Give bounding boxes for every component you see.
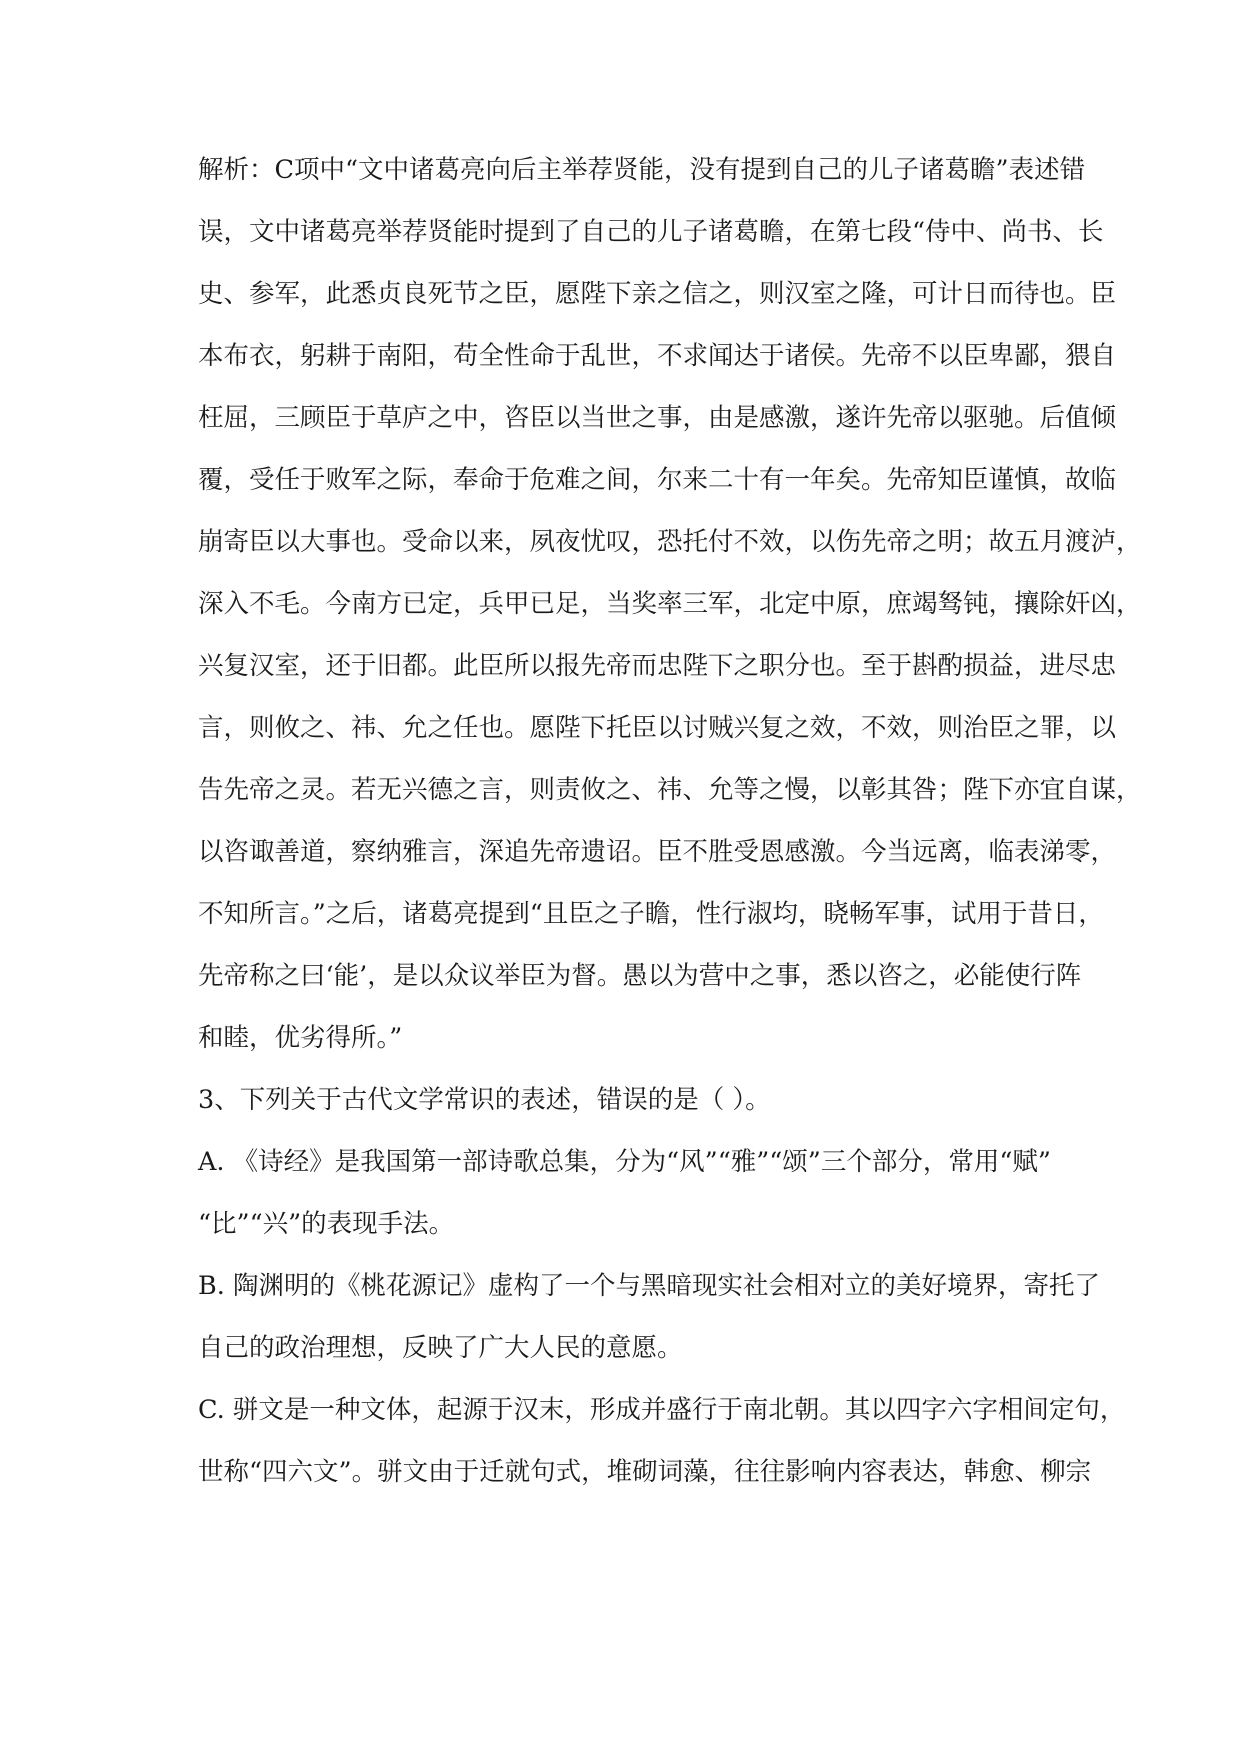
question-block bbox=[198, 1078, 1126, 1512]
text-line: 不知所言。”之后，诸葛亮提到“且臣之子瞻，性行淑均，晓畅军事，试用于昔日， bbox=[198, 899, 1104, 929]
text-line: 和睦，优劣得所。” bbox=[198, 1023, 403, 1053]
text-line: 误，文中诸葛亮举荐贤能时提到了自己的儿子诸葛瞻，在第七段“侍中、尚书、长 bbox=[198, 217, 1104, 247]
text-line: 崩寄臣以大事也。受命以来，夙夜忧叹，恐托付不效，以伤先帝之明；故五月渡泸， bbox=[198, 527, 1142, 557]
text-line: 覆，受任于败军之际，奉命于危难之间，尔来二十有一年矣。先帝知臣谨慎，故临 bbox=[198, 465, 1117, 495]
text-line: 言，则攸之、祎、允之任也。愿陛下托臣以讨贼兴复之效，不效，则治臣之罪，以 bbox=[198, 713, 1117, 743]
text-line: 先帝称之曰‘能’，是以众议举臣为督。愚以为营中之事，悉以咨之，必能使行阵 bbox=[198, 961, 1082, 991]
text-line: 兴复汉室，还于旧都。此臣所以报先帝而忠陛下之职分也。至于斟酌损益，进尽忠 bbox=[198, 651, 1117, 681]
text-line: 枉屈，三顾臣于草庐之中，咨臣以当世之事，由是感激，遂许先帝以驱驰。后值倾 bbox=[198, 403, 1117, 433]
option-a-line: “比”“兴”的表现手法。 bbox=[198, 1209, 455, 1239]
option-c-line: C. 骈文是一种文体，起源于汉末，形成并盛行于南北朝。其以四字六字相间定句， bbox=[198, 1395, 1126, 1425]
option-c-line: 世称“四六文”。骈文由于迁就句式，堆砌词藻，往往影响内容表达，韩愈、柳宗 bbox=[198, 1457, 1092, 1487]
text-line: 深入不毛。今南方已定，兵甲已足，当奖率三军，北定中原，庶竭驽钝，攘除奸凶， bbox=[198, 589, 1142, 619]
text-line: 本布衣，躬耕于南阳，苟全性命于乱世，不求闻达于诸侯。先帝不以臣卑鄙，猥自 bbox=[198, 341, 1117, 371]
option-b-line: B. 陶渊明的《桃花源记》虚构了一个与黑暗现实社会相对立的美好境界，寄托了 bbox=[198, 1271, 1100, 1301]
analysis-paragraph bbox=[198, 148, 1142, 1078]
question-stem: 3、下列关于古代文学常识的表述，错误的是（ ）。 bbox=[198, 1085, 771, 1115]
text-line: 解析：C项中“文中诸葛亮向后主举荐贤能，没有提到自己的儿子诸葛瞻”表述错 bbox=[198, 155, 1086, 185]
document-page bbox=[198, 148, 1142, 1512]
option-a-line: A. 《诗经》是我国第一部诗歌总集，分为“风”“雅”“颂”三个部分，常用“赋” bbox=[198, 1147, 1051, 1177]
text-line: 以咨诹善道，察纳雅言，深追先帝遗诏。臣不胜受恩感激。今当远离，临表涕零， bbox=[198, 837, 1117, 867]
text-line: 告先帝之灵。若无兴德之言，则责攸之、祎、允等之慢，以彰其咎；陛下亦宜自谋， bbox=[198, 775, 1142, 805]
text-line: 史、参军，此悉贞良死节之臣，愿陛下亲之信之，则汉室之隆，可计日而待也。臣 bbox=[198, 279, 1117, 309]
option-b-line: 自己的政治理想，反映了广大人民的意愿。 bbox=[198, 1333, 683, 1363]
